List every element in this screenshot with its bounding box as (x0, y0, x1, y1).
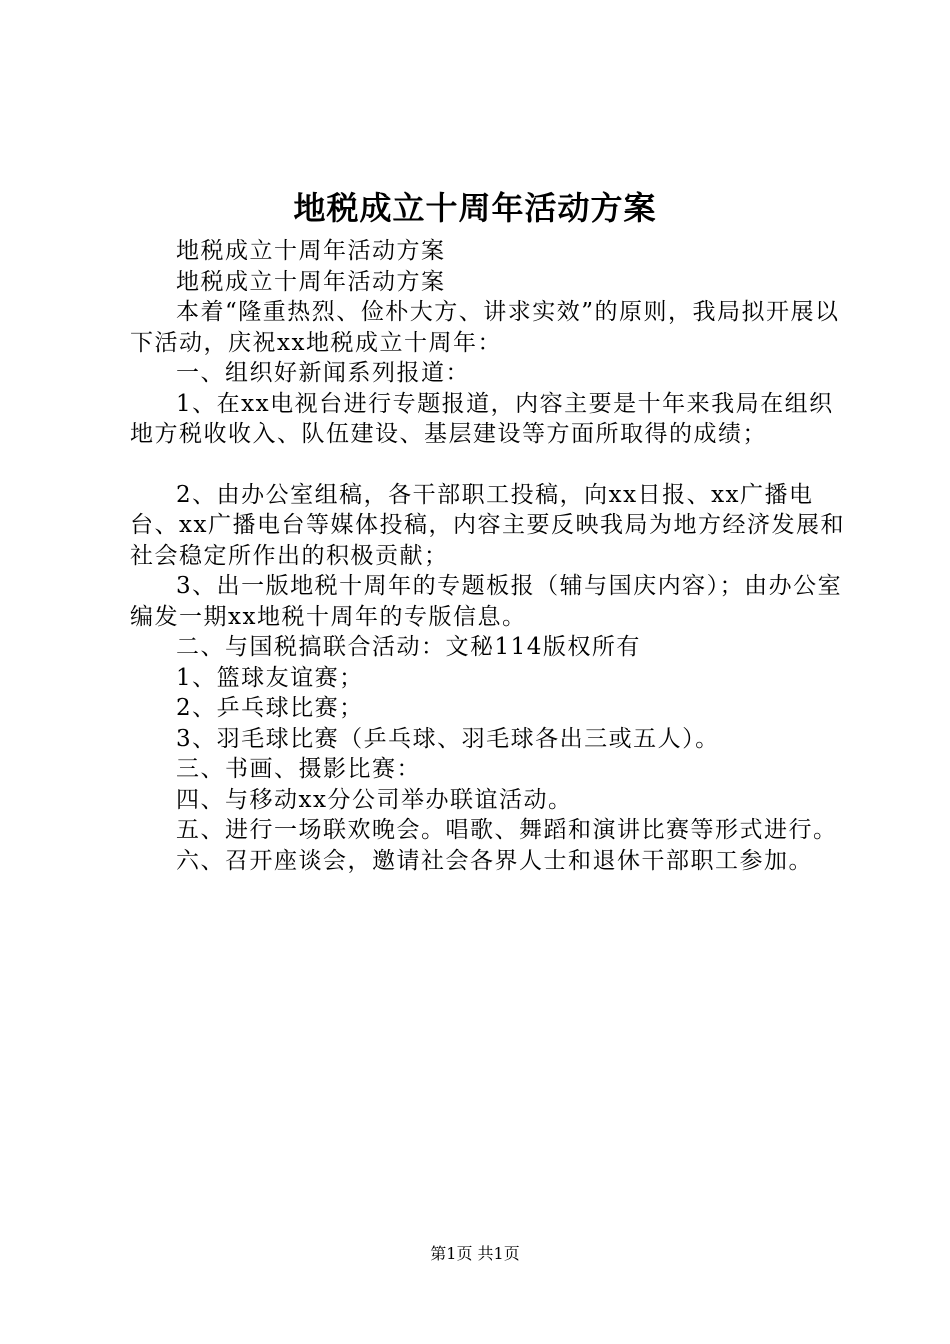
paragraph-item-2-2: 2、乒乓球比赛； (176, 695, 364, 721)
document-title: 地税成立十周年活动方案 (293, 189, 657, 227)
paragraph-item-1-3: 3、出一版地税十周年的专题板报（辅与国庆内容）；由办公室编发一期xx地税十周年的专版信息。 (130, 573, 843, 630)
page-footer: 第1页 共1页 (430, 1244, 520, 1263)
paragraph-item-2-3: 3、羽毛球比赛（乒乓球、羽毛球各出三或五人）。 (176, 725, 720, 752)
paragraph-subtitle-1: 地税成立十周年活动方案 (176, 238, 446, 264)
paragraph-intro: 本着“隆重热烈、俭朴大方、讲求实效”的原则，我局拟开展以下活动，庆祝xx地税成立十周年： (130, 299, 840, 356)
paragraph-item-1-2: 2、由办公室组稿，各干部职工投稿，向xx日报、xx广播电台、xx广播电台等媒体投稿，内容主要反映我局为地方经济发展和社会稳定所作出的积极贡献； (130, 481, 845, 569)
paragraph-section-2-heading: 二、与国税搞联合活动：文秘114版权所有 (176, 634, 641, 660)
paragraph-section-6-heading: 六、召开座谈会，邀请社会各界人士和退休干部职工参加。 (176, 847, 813, 874)
paragraph-section-1-heading: 一、组织好新闻系列报道： (176, 360, 470, 386)
paragraph-section-4-heading: 四、与移动xx分公司举办联谊活动。 (176, 786, 573, 813)
document-body (130, 236, 850, 876)
paragraph-section-3-heading: 三、书画、摄影比赛： (176, 756, 421, 782)
paragraph-section-5-heading: 五、进行一场联欢晚会。唱歌、舞蹈和演讲比赛等形式进行。 (176, 817, 838, 843)
paragraph-subtitle-2: 地税成立十周年活动方案 (176, 268, 446, 295)
paragraph-item-2-1: 1、篮球友谊赛； (176, 664, 364, 691)
paragraph-item-1-1: 1、在xx电视台进行专题报道，内容主要是十年来我局在组织地方税收收入、队伍建设、基层建设等方面所取得的成绩； (130, 390, 834, 447)
